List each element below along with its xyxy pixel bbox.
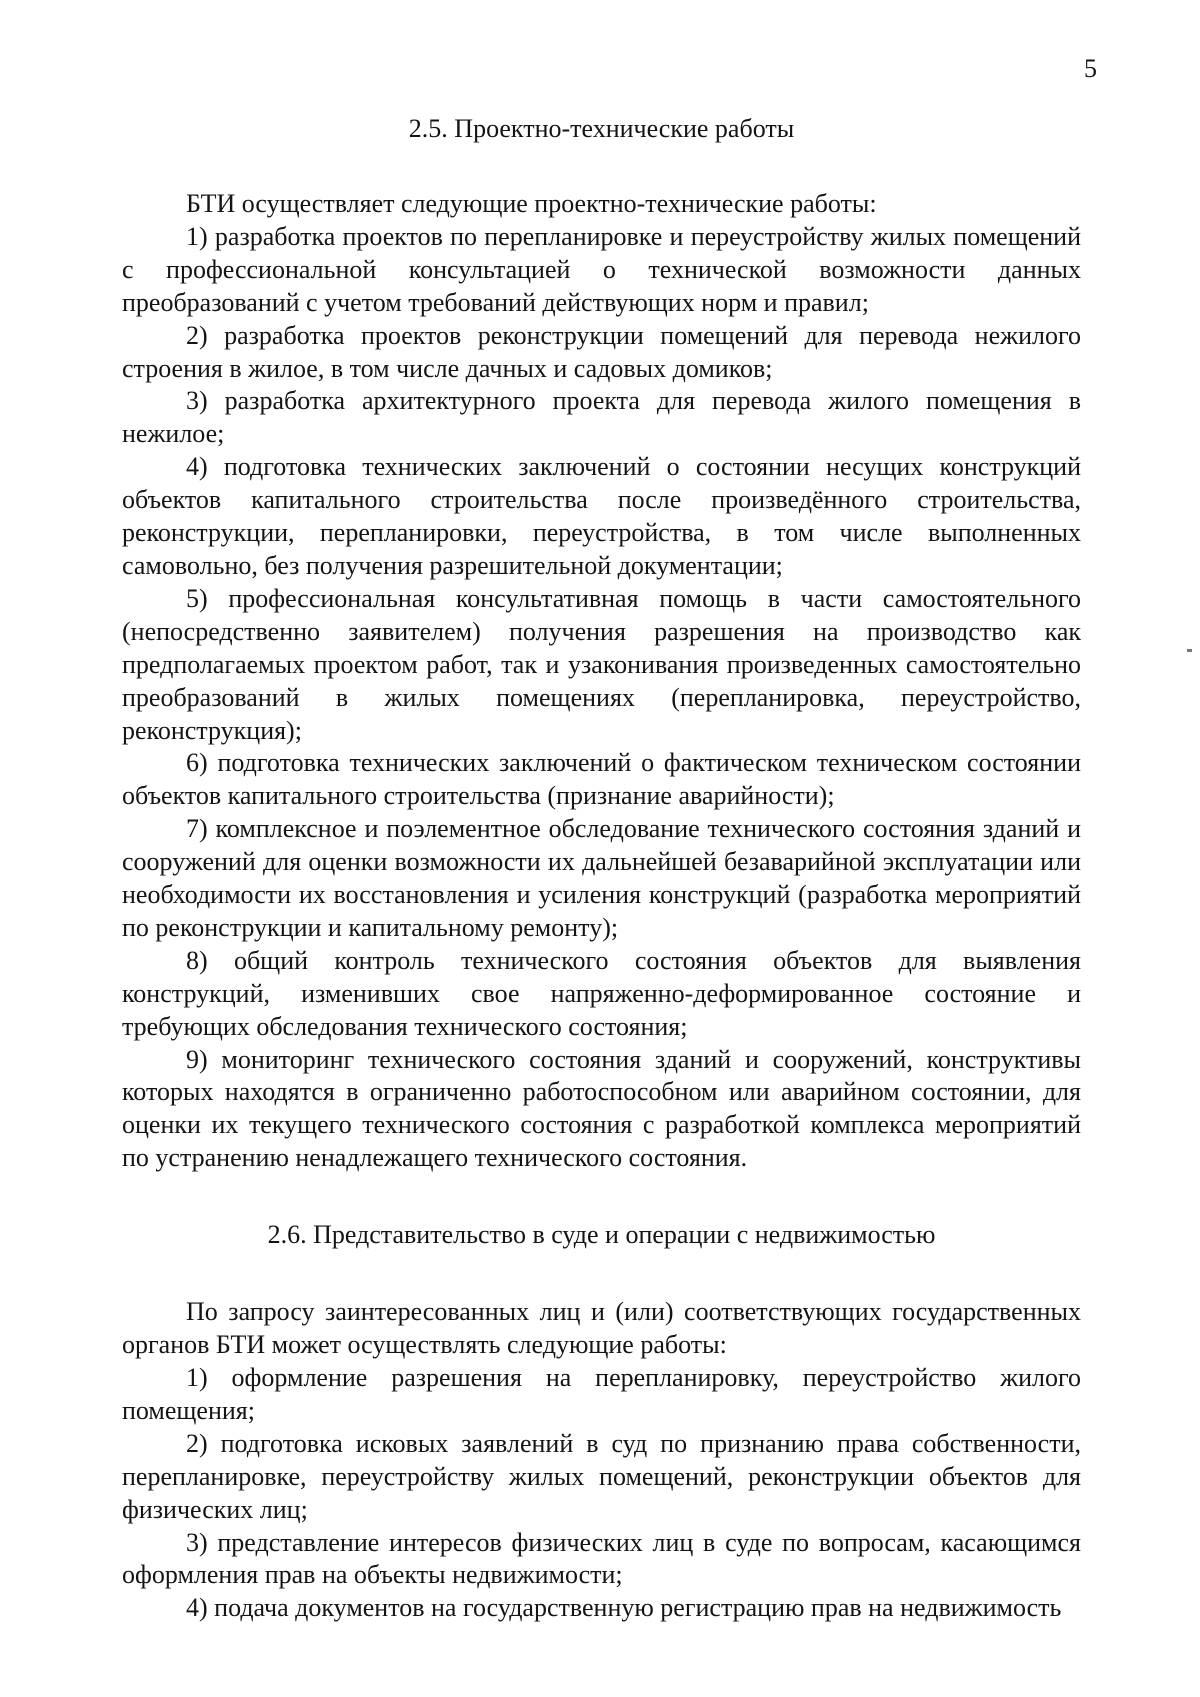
section-2-5-item-1: 1) разработка проектов по перепланировке и переустройству жилых помещений с профессиональной консультацией о технической возможности данных преобразований с учетом требований действующих норм и правил; <box>122 221 1081 317</box>
section-2-5-item-7: 7) комплексное и поэлементное обследование технического состояния зданий и сооружений для оценки возможности их дальнейшей безаварийной эксплуатации или необходимости их восстановления и усиления конструкций (разработка мероприятий по реконструкции и капитальному ремонту); <box>122 814 1081 942</box>
section-2-5-title: 2.5. Проектно-технические работы <box>408 114 795 143</box>
section-2-6-title: 2.6. Представительство в суде и операции с недвижимостью <box>267 1220 936 1250</box>
section-2-5-intro: БТИ осуществляет следующие проектно-технические работы: <box>186 189 877 218</box>
scan-artifact-mark <box>1187 649 1192 652</box>
section-2-5-item-5: 5) профессиональная консультативная помощь в части самостоятельного (непосредственно заявителем) получения разрешения на производство как предполагаемых проектом работ, так и узаконивания произведенных самостоятельно преобразований в жилых помещениях (перепланировка, переустройство, реконструкция); <box>122 583 1081 745</box>
page-number: 5 <box>1084 54 1097 83</box>
section-2-5-item-2: 2) разработка проектов реконструкции помещений для перевода нежилого строения в жилое, в том числе дачных и садовых домиков; <box>122 320 1081 383</box>
section-2-5-item-9: 9) мониторинг технического состояния зданий и сооружений, конструктивы которых находятся в ограниченно работоспособном или аварийном состоянии, для оценки их текущего технического состояния с разработкой комплекса мероприятий по устранению ненадлежащего технического состояния. <box>122 1044 1081 1173</box>
section-2-6-intro: По запросу заинтересованных лиц и (или) соответствующих государственных органов БТИ может осуществлять следующие работы: <box>122 1297 1081 1360</box>
section-2-6-item-3: 3) представление интересов физических лиц в суде по вопросам, касающимся оформления прав на объекты недвижимости; <box>122 1527 1081 1590</box>
section-2-6-item-4: 4) подача документов на государственную регистрацию прав на недвижимость <box>186 1593 1062 1623</box>
section-2-5-item-3: 3) разработка архитектурного проекта для перевода жилого помещения в нежилое; <box>122 386 1081 449</box>
section-2-6-item-2: 2) подготовка исковых заявлений в суд по признанию права собственности, перепланировке, переустройству жилых помещений, реконструкции объектов для физических лиц; <box>122 1428 1081 1524</box>
section-2-6-item-1: 1) оформление разрешения на перепланировку, переустройство жилого помещения; <box>122 1363 1081 1425</box>
section-2-5-item-8: 8) общий контроль технического состояния объектов для выявления конструкций, изменивших свое напряженно-деформированное состояние и требующих обследования технического состояния; <box>122 945 1081 1041</box>
section-2-5-item-6: 6) подготовка технических заключений о фактическом техническом состоянии объектов капитального строительства (признание аварийности); <box>122 748 1081 811</box>
section-2-5-item-4: 4) подготовка технических заключений о состоянии несущих конструкций объектов капитального строительства после произведённого строительства, реконструкции, перепланировки, переустройства, в том числе выполненных самовольно, без получения разрешительной документации; <box>122 452 1081 580</box>
page-content <box>122 112 1081 1625</box>
